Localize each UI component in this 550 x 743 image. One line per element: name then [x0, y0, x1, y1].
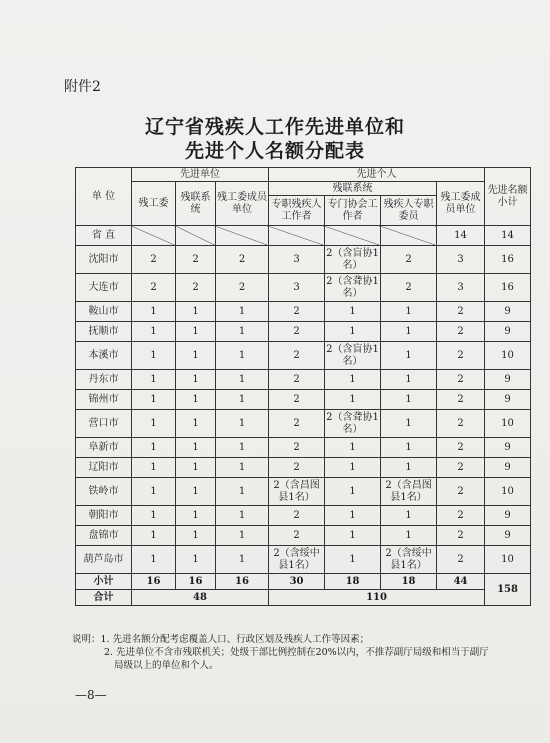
cell: 1 [176, 390, 216, 410]
table-row [76, 546, 531, 574]
cell: 1 [381, 410, 437, 438]
row-name: 沈阳市 [76, 246, 132, 274]
blank-cell [132, 226, 176, 246]
header-unit: 单 位 [76, 168, 132, 226]
cell: 1 [381, 342, 437, 370]
table-row [76, 322, 531, 342]
cell: 1 [216, 438, 269, 458]
cell: 2（含绥中县1名） [381, 546, 437, 574]
cell: 2 [269, 526, 325, 546]
cell: 10 [485, 546, 531, 574]
cell: 2 [132, 274, 176, 302]
cell: 2 [176, 274, 216, 302]
cell: 1 [216, 458, 269, 478]
table-row [76, 246, 531, 274]
grand-total: 158 [485, 574, 531, 606]
cell: 16 [216, 574, 269, 590]
total-label: 合计 [76, 590, 132, 606]
cell: 16 [485, 246, 531, 274]
table-row [76, 438, 531, 458]
cell: 2 [269, 390, 325, 410]
cell: 2 [269, 370, 325, 390]
cell: 2 [437, 322, 485, 342]
cell: 1 [216, 342, 269, 370]
cell: 14 [485, 226, 531, 246]
cell: 1 [176, 410, 216, 438]
cell: 1 [132, 410, 176, 438]
cell: 9 [485, 506, 531, 526]
cell: 2 [437, 438, 485, 458]
cell: 1 [381, 526, 437, 546]
table-row [76, 506, 531, 526]
header-cl-system-person: 残联系统 [269, 182, 437, 196]
title-line-1: 辽宁省残疾人工作先进单位和 [144, 116, 405, 138]
cell: 1 [216, 506, 269, 526]
cell: 2 [269, 438, 325, 458]
cell: 1 [132, 506, 176, 526]
table-row [76, 274, 531, 302]
cell: 1 [381, 390, 437, 410]
table-row [76, 302, 531, 322]
row-name: 阜新市 [76, 438, 132, 458]
row-name: 辽阳市 [76, 458, 132, 478]
cell: 1 [176, 526, 216, 546]
cell: 2 [269, 458, 325, 478]
cell: 2（含聋协1名） [325, 274, 381, 302]
cell: 16 [132, 574, 176, 590]
page-number: —8— [75, 688, 107, 702]
cell: 2（含昌图县1名） [381, 478, 437, 506]
row-name: 鞍山市 [76, 302, 132, 322]
cell: 2 [437, 342, 485, 370]
row-name: 铁岭市 [76, 478, 132, 506]
header-advanced-unit: 先进单位 [132, 168, 269, 182]
cell: 2 [437, 546, 485, 574]
cell: 2 [269, 322, 325, 342]
cell: 1 [325, 370, 381, 390]
cell: 10 [485, 478, 531, 506]
cell: 1 [381, 370, 437, 390]
cell: 2 [437, 526, 485, 546]
cell: 2 [437, 370, 485, 390]
cell: 9 [485, 370, 531, 390]
cell: 2 [381, 274, 437, 302]
cell: 1 [132, 322, 176, 342]
cell: 2 [269, 410, 325, 438]
table-row [76, 526, 531, 546]
cell: 1 [216, 526, 269, 546]
cell: 3 [269, 246, 325, 274]
cell: 1 [176, 478, 216, 506]
cell: 1 [325, 390, 381, 410]
blank-cell [176, 226, 216, 246]
cell: 18 [325, 574, 381, 590]
cell: 2 [176, 246, 216, 274]
advanced-unit-total: 48 [132, 590, 269, 606]
row-name: 丹东市 [76, 370, 132, 390]
cell: 1 [132, 438, 176, 458]
cell: 10 [485, 342, 531, 370]
cell: 2（含盲协1名） [325, 342, 381, 370]
row-name: 省 直 [76, 226, 132, 246]
cell: 1 [216, 302, 269, 322]
note-line-3: 局级以上的单位和个人。 [114, 660, 219, 671]
cell: 1 [325, 526, 381, 546]
attachment-label: 附件2 [64, 79, 101, 95]
row-name: 大连市 [76, 274, 132, 302]
cell: 1 [381, 302, 437, 322]
blank-cell [381, 226, 437, 246]
row-name: 抚顺市 [76, 322, 132, 342]
advanced-person-total: 110 [269, 590, 485, 606]
cell: 16 [485, 274, 531, 302]
cell: 9 [485, 458, 531, 478]
cell: 1 [325, 322, 381, 342]
cell: 1 [176, 370, 216, 390]
cell: 2 [437, 390, 485, 410]
row-name: 锦州市 [76, 390, 132, 410]
subtotal-label: 小计 [76, 574, 132, 590]
quota-table [75, 167, 531, 606]
cell: 1 [325, 302, 381, 322]
table-row [76, 478, 531, 506]
cell: 9 [485, 302, 531, 322]
cell: 1 [176, 322, 216, 342]
header-cl-system: 残联系统 [176, 182, 216, 226]
cell: 2 [437, 506, 485, 526]
table-row [76, 410, 531, 438]
table-row [76, 226, 531, 246]
row-name: 葫芦岛市 [76, 546, 132, 574]
cell: 14 [437, 226, 485, 246]
cell: 2 [132, 246, 176, 274]
header-specialist: 专职残疾人工作者 [269, 196, 325, 226]
cell: 1 [216, 410, 269, 438]
header-association: 专门协会工作者 [325, 196, 381, 226]
header-subtotal: 先进名额小计 [485, 168, 531, 226]
cell: 1 [176, 458, 216, 478]
cell: 9 [485, 438, 531, 458]
cell: 2 [269, 506, 325, 526]
cell: 1 [132, 390, 176, 410]
cell: 1 [132, 302, 176, 322]
cell: 9 [485, 322, 531, 342]
cell: 1 [132, 370, 176, 390]
cell: 9 [485, 390, 531, 410]
subtotal-row [76, 574, 531, 590]
cell: 16 [176, 574, 216, 590]
table-row [76, 390, 531, 410]
header-member: 残疾人专职委员 [381, 196, 437, 226]
cell: 2 [437, 410, 485, 438]
cell: 1 [132, 478, 176, 506]
cell: 1 [325, 478, 381, 506]
table-row [76, 458, 531, 478]
table-row [76, 342, 531, 370]
cell: 1 [132, 526, 176, 546]
header-advanced-person: 先进个人 [269, 168, 485, 182]
cell: 1 [176, 302, 216, 322]
cell: 1 [176, 506, 216, 526]
cell: 2 [216, 246, 269, 274]
cell: 1 [216, 546, 269, 574]
cell: 2 [381, 246, 437, 274]
cell: 2（含昌图县1名） [269, 478, 325, 506]
cell: 30 [269, 574, 325, 590]
cell: 2 [216, 274, 269, 302]
cell: 18 [381, 574, 437, 590]
cell: 3 [437, 274, 485, 302]
note-line-2: 2. 先进单位不含市残联机关；处级干部比例控制在20%以内，不推荐副厅局级和相当于副厅 [104, 647, 489, 658]
cell: 1 [325, 458, 381, 478]
cell: 1 [325, 546, 381, 574]
cell: 2 [269, 342, 325, 370]
header-cjw-member: 残工委成员单位 [216, 182, 269, 226]
blank-cell [216, 226, 269, 246]
cell: 2 [437, 302, 485, 322]
blank-cell [269, 226, 325, 246]
row-name: 朝阳市 [76, 506, 132, 526]
cell: 1 [132, 342, 176, 370]
cell: 2 [437, 478, 485, 506]
cell: 1 [216, 370, 269, 390]
header-cjw-member-unit: 残工委成员单位 [437, 182, 485, 226]
note-line-1: 说明：1. 先进名额分配考虑覆盖人口、行政区划及残疾人工作等因素； [72, 634, 370, 645]
cell: 1 [325, 438, 381, 458]
cell: 2 [437, 458, 485, 478]
blank-cell [325, 226, 381, 246]
cell: 10 [485, 410, 531, 438]
cell: 1 [176, 342, 216, 370]
title-line-2: 先进个人名额分配表 [184, 140, 365, 162]
cell: 3 [269, 274, 325, 302]
header-cjw: 残工委 [132, 182, 176, 226]
notes [72, 633, 512, 672]
cell: 1 [381, 458, 437, 478]
cell: 44 [437, 574, 485, 590]
cell: 1 [381, 322, 437, 342]
cell: 1 [176, 546, 216, 574]
table-row [76, 370, 531, 390]
row-name: 本溪市 [76, 342, 132, 370]
cell: 2 [269, 302, 325, 322]
cell: 1 [216, 322, 269, 342]
cell: 1 [381, 438, 437, 458]
cell: 3 [437, 246, 485, 274]
cell: 1 [176, 438, 216, 458]
cell: 1 [381, 506, 437, 526]
cell: 1 [132, 458, 176, 478]
total-row [76, 590, 531, 606]
row-name: 盘锦市 [76, 526, 132, 546]
cell: 1 [216, 478, 269, 506]
cell: 9 [485, 526, 531, 546]
cell: 1 [216, 390, 269, 410]
cell: 1 [325, 506, 381, 526]
cell: 2（含盲协1名） [325, 246, 381, 274]
cell: 2（含绥中县1名） [269, 546, 325, 574]
row-name: 营口市 [76, 410, 132, 438]
cell: 2（含聋协1名） [325, 410, 381, 438]
cell: 1 [132, 546, 176, 574]
